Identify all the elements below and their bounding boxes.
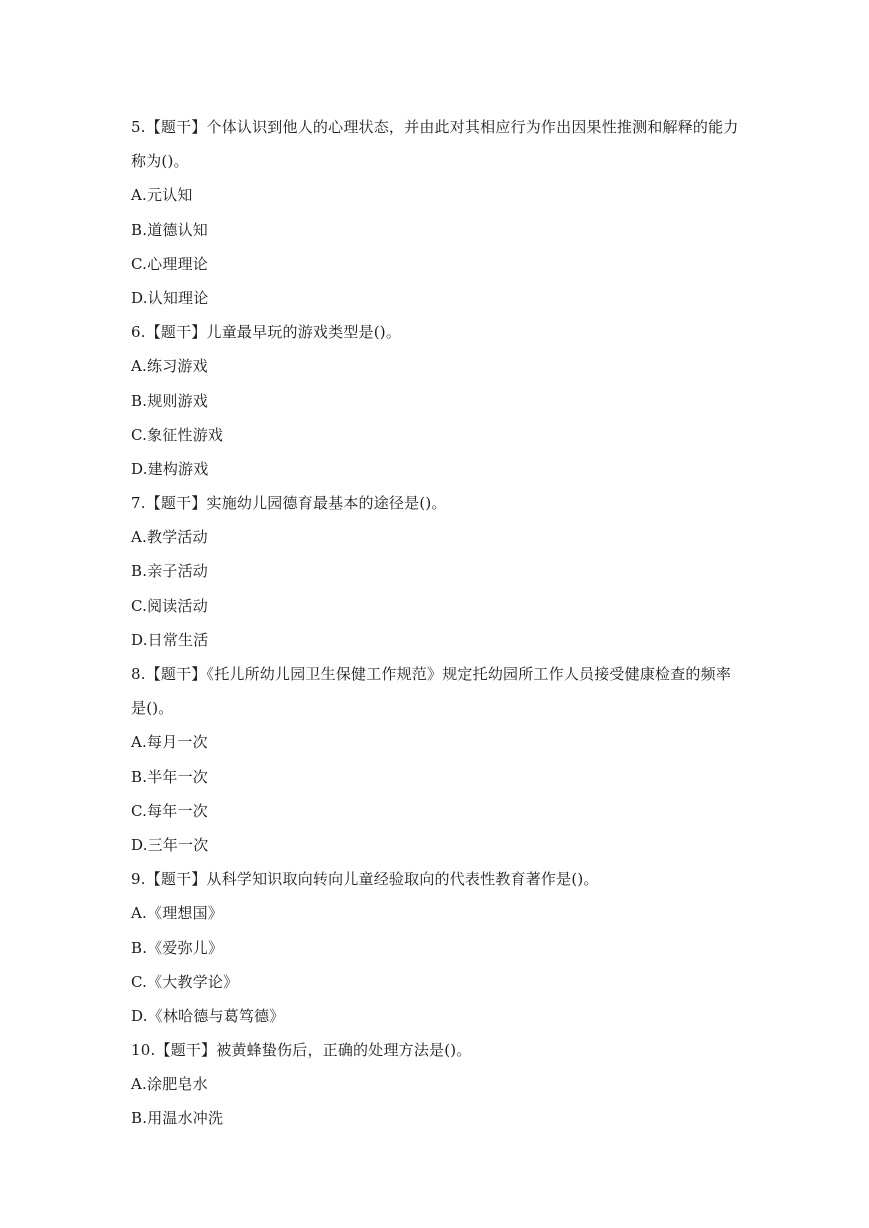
option-b: B.用温水冲洗 xyxy=(131,1109,224,1128)
question-stem-line: 10.【题干】被黄蜂蛰伤后，正确的处理方法是()。 xyxy=(131,1041,472,1060)
question-10 xyxy=(131,1033,751,1136)
option-b: B.亲子活动 xyxy=(131,562,208,581)
option-d: D.建构游戏 xyxy=(131,459,209,478)
option-d: D.《林哈德与葛笃德》 xyxy=(131,1006,285,1025)
option-d: D.日常生活 xyxy=(131,630,209,649)
question-8 xyxy=(131,657,751,862)
question-stem-line: 是()。 xyxy=(131,699,174,718)
question-list xyxy=(131,110,751,1136)
option-a: A.练习游戏 xyxy=(131,357,208,376)
question-5 xyxy=(131,110,751,315)
option-b: B.《爱弥儿》 xyxy=(131,938,224,957)
option-c: C.每年一次 xyxy=(131,801,208,820)
option-c: C.阅读活动 xyxy=(131,596,208,615)
option-c: C.象征性游戏 xyxy=(131,425,224,444)
option-a: A.教学活动 xyxy=(131,528,208,547)
question-stem-line: 9.【题干】从科学知识取向转向儿童经验取向的代表性教育著作是()。 xyxy=(131,870,599,889)
option-d: D.三年一次 xyxy=(131,835,209,854)
question-stem-line: 5.【题干】个体认识到他人的心理状态，并由此对其相应行为作出因果性推测和解释的能力 xyxy=(131,118,739,136)
question-stem-line: 称为()。 xyxy=(131,152,189,171)
question-6 xyxy=(131,315,751,486)
option-a: A.每月一次 xyxy=(131,733,208,752)
option-a: A.元认知 xyxy=(131,186,193,205)
question-stem-line: 8.【题干】《托儿所幼儿园卫生保健工作规范》规定托幼园所工作人员接受健康检查的频率 xyxy=(131,665,732,683)
question-stem-line: 6.【题干】儿童最早玩的游戏类型是()。 xyxy=(131,323,402,342)
option-c: C.心理理论 xyxy=(131,254,208,273)
option-c: C.《大教学论》 xyxy=(131,972,239,991)
option-b: B.道德认知 xyxy=(131,220,208,239)
question-stem-line: 7.【题干】实施幼儿园德育最基本的途径是()。 xyxy=(131,494,447,513)
option-d: D.认知理论 xyxy=(131,288,209,307)
option-b: B.半年一次 xyxy=(131,767,208,786)
option-b: B.规则游戏 xyxy=(131,391,208,410)
option-a: A.涂肥皂水 xyxy=(131,1075,208,1094)
question-7 xyxy=(131,486,751,657)
option-a: A.《理想国》 xyxy=(131,904,224,923)
question-9 xyxy=(131,862,751,1033)
